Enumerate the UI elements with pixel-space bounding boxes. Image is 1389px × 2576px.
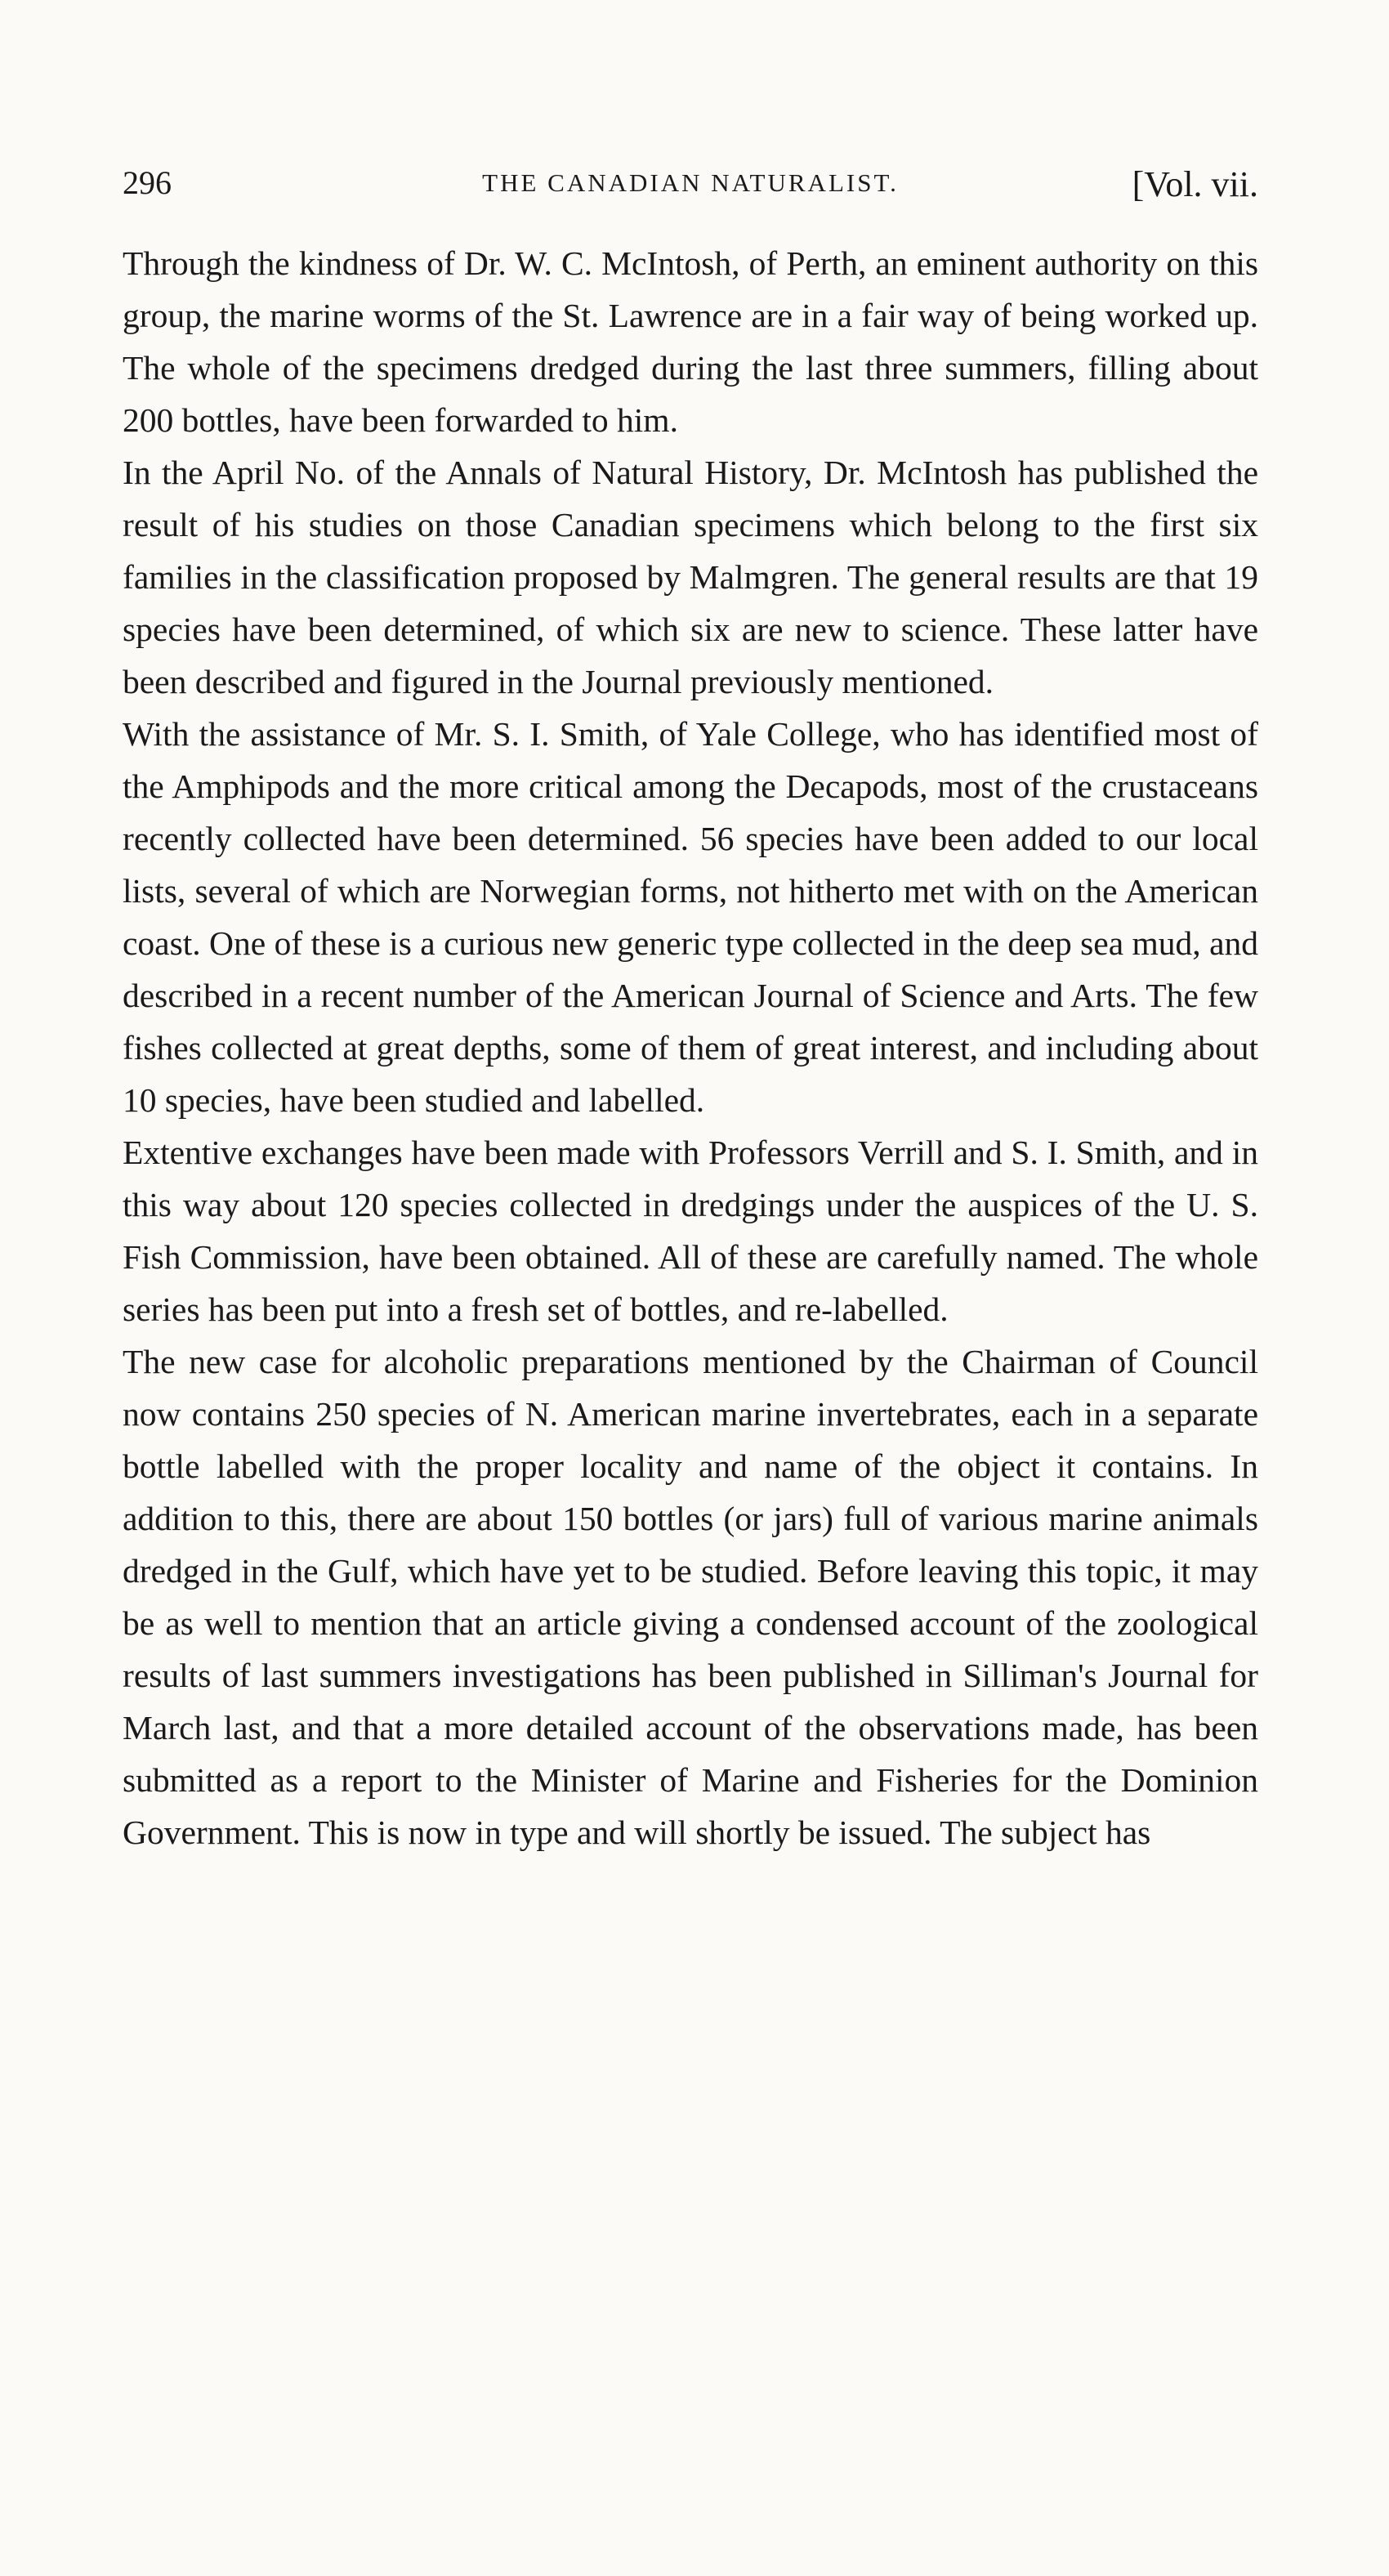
document-page [123,163,1258,1858]
paragraph: In the April No. of the Annals of Natural History, Dr. McIntosh has published the result of his studies on those Canadian specimens which belong to the first six families in the classification proposed by Malmgren. The general results are that 19 species have been determined, of which six are new to science. These latter have been described and figured in the Journal previously mentioned. [123,454,1258,700]
page-number: 296 [123,164,172,201]
volume-label: [Vol. vii. [1132,164,1258,204]
paragraph: With the assistance of Mr. S. I. Smith, of Yale College, who has identified most of the Amphipods and the more critical among the Decapods, most of the crustaceans recently collected have been determined. 56 species have been added to our local lists, several of which are Norwegian forms, not hitherto met with on the American coast. One of these is a curious new generic type collected in the deep sea mud, and described in a recent number of the American Journal of Science and Arts. The few fishes collected at great depths, some of them of great interest, and including about 10 species, have been studied and labelled. [123,715,1258,1119]
running-title: THE CANADIAN NATURALIST. [482,168,899,197]
paragraph: The new case for alcoholic preparations mentioned by the Chairman of Council now contains 250 species of N. American marine invertebrates, each in a separate bottle labelled with the proper locality and name of the object it contains. In addition to this, there are about 150 bottles (or jars) full of various marine animals dredged in the Gulf, which have yet to be studied. Before leaving this topic, it may be as well to mention that an article giving a condensed account of the zoological results of last summers investigations has been published in Silliman's Journal for March last, and that a more detailed account of the observations made, has been submitted as a report to the Minister of Marine and Fisheries for the Dominion Government. This is now in type and will shortly be issued. The subject has [123,1343,1258,1851]
page-header [123,163,1258,221]
paragraph: Through the kindness of Dr. W. C. McIntosh, of Perth, an eminent authority on this group, the marine worms of the St. Lawrence are in a fair way of being worked up. The whole of the specimens dredged during the last three summers, filling about 200 bottles, have been forwarded to him. [123,244,1258,439]
paragraph: Extentive exchanges have been made with Professors Verrill and S. I. Smith, and in this way about 120 species collected in dredgings under the auspices of the U. S. Fish Commission, have been obtained. All of these are carefully named. The whole series has been put into a fresh set of bottles, and re-labelled. [123,1134,1258,1328]
